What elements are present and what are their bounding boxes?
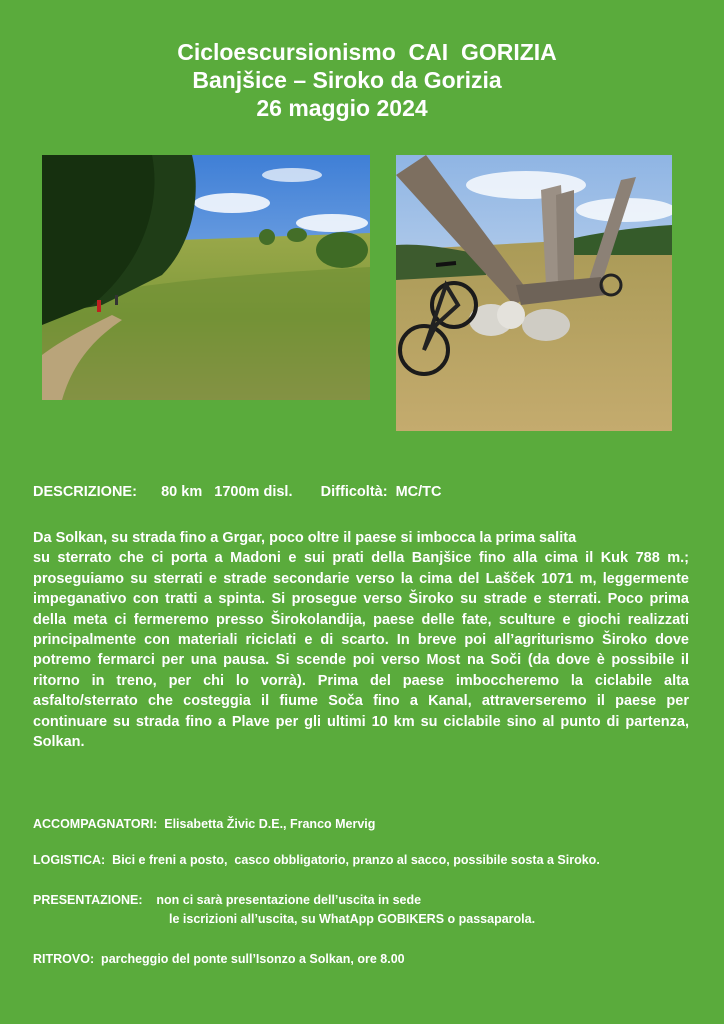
description-line-2: su sterrato che ci porta a Madoni e sui prati della Banjšice fino alla cima il Kuk 788 m.; proseguiamo su sterrati e strade secondarie verso la cima del Lašček 1071 m, leggermente impeganativo con tratti a spinta. Si prosegue verso Široko su strade e sterrati. Poco prima della meta ci fermeremo presso Širokolandija, paese delle fate, sculture e giochi realizzati principalmente con materiali riciclati e di scarto. In breve poi all’agriturismo Široko dove potremo fermarci per una pausa. Si scende poi verso Most na Soči (da dove è possibile il ritorno in treno, per chi lo vorrà). Prima del paese imboccheremo la ciclabile alta asfalto/sterrato che costeggia il fiume Soča fino a Kanal, attraverseremo il paese per continuare su strada fino a Plave per gli ultimi 10 km su ciclabile sino al punto di partenza, Solkan.: [33, 550, 689, 751]
logistica: LOGISTICA: Bici e freni a posto, casco obbligatorio, pranzo al sacco, possibile sosta a Siroko.: [33, 853, 600, 867]
meadow-photo: [42, 155, 370, 400]
title-block: [0, 38, 724, 122]
bike-sculpture-photo: [396, 155, 672, 431]
title-route: Banjšice – Siroko da Gorizia: [192, 67, 502, 93]
presentazione-line-2: le iscrizioni all’uscita, su WhatApp GOBIKERS o passaparola.: [169, 912, 536, 926]
title-organization: Cicloescursionismo CAI GORIZIA: [177, 39, 557, 65]
presentazione-line-1: PRESENTAZIONE: non ci sarà presentazione dell’uscita in sede: [33, 893, 422, 907]
accompagnatori: ACCOMPAGNATORI: Elisabetta Živic D.E., Franco Mervig: [33, 817, 376, 831]
ritrovo: RITROVO: parcheggio del ponte sull’Isonzo a Solkan, ore 8.00: [33, 952, 405, 966]
description-heading: DESCRIZIONE: 80 km 1700m disl. Difficoltà: MC/TC: [33, 484, 442, 500]
description-line-1: Da Solkan, su strada fino a Grgar, poco oltre il paese si imbocca la prima salita: [33, 530, 577, 546]
title-date: 26 maggio 2024: [256, 95, 428, 121]
description-body: [33, 528, 689, 752]
